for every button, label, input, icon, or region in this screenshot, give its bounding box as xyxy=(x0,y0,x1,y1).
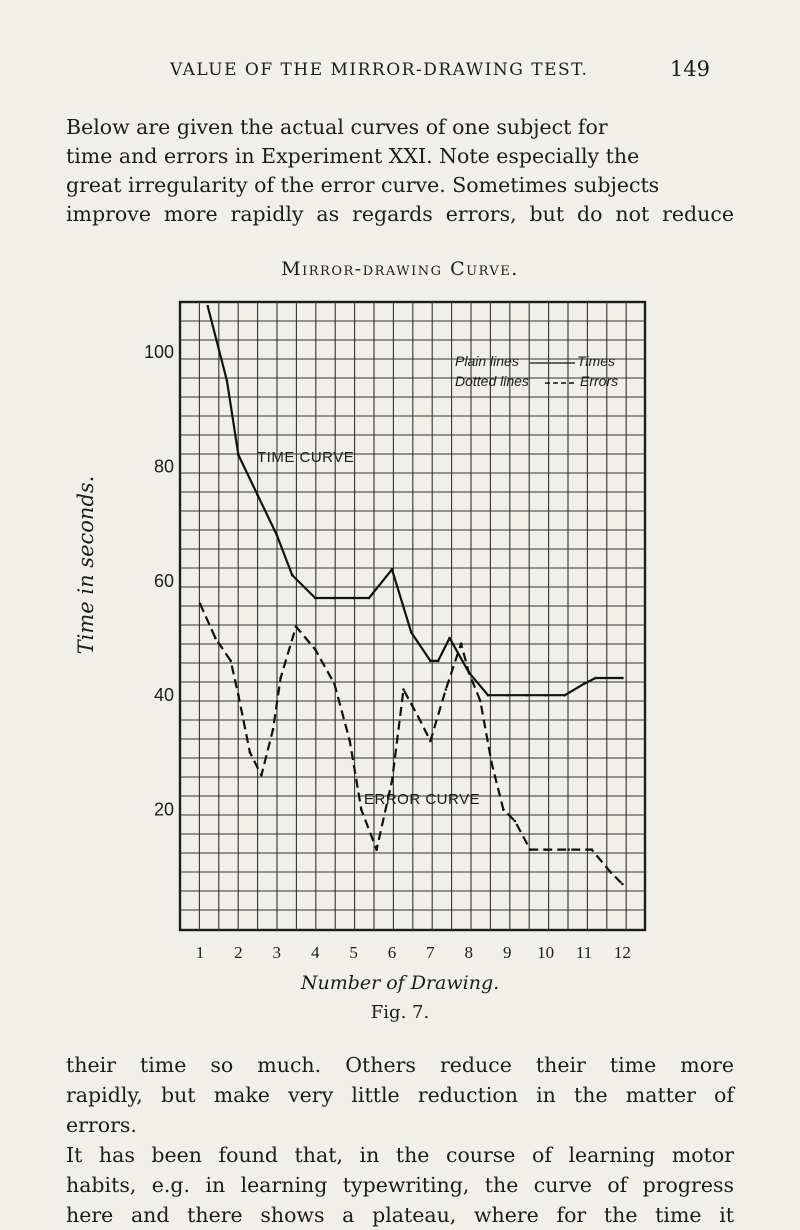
time-curve-point xyxy=(333,597,336,600)
error-curve-point xyxy=(610,871,613,874)
x-tick-label: 3 xyxy=(272,943,282,962)
time-curve-point xyxy=(525,694,528,697)
error-curve-point xyxy=(272,728,275,731)
error-curve-point xyxy=(460,642,463,645)
y-tick-label: 60 xyxy=(153,570,174,591)
x-tick-label: 9 xyxy=(502,943,512,962)
error-curve-point xyxy=(237,694,240,697)
time-curve-line xyxy=(208,306,623,695)
error-curve-point xyxy=(375,848,378,851)
error-curve-point xyxy=(260,774,263,777)
y-tick-label: 20 xyxy=(153,799,174,820)
y-tick-label: 40 xyxy=(153,685,174,706)
time-curve-point xyxy=(448,637,451,640)
error-curve-point xyxy=(333,683,336,686)
time-curve-annotation: TIME CURVE xyxy=(257,449,355,466)
legend-plain-meaning: Times xyxy=(577,353,615,369)
paragraph-line: great irregularity of the error curve. Sometimes subjects xyxy=(66,173,660,197)
running-title: VALUE OF THE MIRROR-DRAWING TEST. xyxy=(170,60,589,80)
time-curve-point xyxy=(437,660,440,663)
time-curve-point xyxy=(352,597,355,600)
paragraph-line: here and there shows a plateau, where for the time it xyxy=(66,1203,734,1227)
x-tick-label: 12 xyxy=(613,943,631,962)
time-curve-point xyxy=(256,494,259,497)
time-curve-point xyxy=(206,305,209,308)
time-curve-point xyxy=(314,597,317,600)
x-tick-label: 10 xyxy=(537,943,555,962)
x-axis-label: Number of Drawing. xyxy=(300,972,500,994)
error-curve-point xyxy=(468,671,471,674)
paragraph-bottom xyxy=(66,1050,734,1230)
error-curve-point xyxy=(229,660,232,663)
time-curve-point xyxy=(429,660,432,663)
error-curve-point xyxy=(360,808,363,811)
error-curve-point xyxy=(279,677,282,680)
y-axis-label: Time in seconds. xyxy=(74,475,98,655)
time-curve-point xyxy=(391,568,394,571)
error-curve-annotation: ERROR CURVE xyxy=(364,791,481,808)
x-tick-label: 8 xyxy=(464,943,474,962)
time-curve-point xyxy=(291,574,294,577)
error-curve-line xyxy=(200,604,622,884)
x-tick-label: 4 xyxy=(310,943,320,962)
error-curve-point xyxy=(249,751,252,754)
time-curve-point xyxy=(621,677,624,680)
legend-dotted-label: Dotted lines xyxy=(455,373,529,389)
error-curve-point xyxy=(502,808,505,811)
error-curve-point xyxy=(514,820,517,823)
time-curve-point xyxy=(237,454,240,457)
time-curve-point xyxy=(368,597,371,600)
figure-caption: Fig. 7. xyxy=(370,1002,430,1023)
x-tick-label: 6 xyxy=(387,943,397,962)
error-curve-point xyxy=(567,848,570,851)
error-curve-point xyxy=(402,688,405,691)
error-curve-point xyxy=(491,763,494,766)
paragraph-line: rapidly, but make very little reduction in the matter of xyxy=(66,1083,734,1107)
time-curve-point xyxy=(487,694,490,697)
page-number: 149 xyxy=(669,57,710,81)
time-curve-point xyxy=(226,379,229,382)
paragraph-line: It has been found that, in the course of learning motor xyxy=(66,1143,734,1167)
x-tick-label: 2 xyxy=(234,943,243,962)
paragraph-line: improve more rapidly as regards errors, but do not reduce xyxy=(66,202,734,226)
error-curve-point xyxy=(418,717,421,720)
time-curve-point xyxy=(276,534,279,537)
time-curve-point xyxy=(594,677,597,680)
error-curve-point xyxy=(349,740,352,743)
legend-dotted-meaning: Errors xyxy=(580,373,619,389)
y-tick-label: 80 xyxy=(153,456,174,477)
error-curve-point xyxy=(544,848,547,851)
error-curve-point xyxy=(590,848,593,851)
x-tick-label: 5 xyxy=(349,943,358,962)
error-curve-point xyxy=(429,740,432,743)
x-tick-label: 1 xyxy=(195,943,205,962)
error-curve-point xyxy=(529,848,532,851)
legend-plain-label: Plain lines xyxy=(455,353,519,369)
y-tick-label: 100 xyxy=(143,342,174,362)
figure-title: Mirror-drawing Curve. xyxy=(281,258,519,280)
paragraph-line: their time so much. Others reduce their time more xyxy=(66,1053,734,1077)
error-curve-point xyxy=(199,602,202,605)
time-curve-point xyxy=(583,683,586,686)
error-curve-point xyxy=(391,780,394,783)
time-curve-point xyxy=(544,694,547,697)
x-tick-label: 11 xyxy=(575,943,593,962)
error-curve-point xyxy=(214,637,217,640)
paragraph-line: time and errors in Experiment XXI. Note especially the xyxy=(66,144,640,168)
time-curve-point xyxy=(506,694,509,697)
error-curve-point xyxy=(445,688,448,691)
error-curve-point xyxy=(314,648,317,651)
paragraph-line: habits, e.g. in learning typewriting, the curve of progress xyxy=(66,1173,734,1197)
error-curve-point xyxy=(295,625,298,628)
error-curve-point xyxy=(479,700,482,703)
time-curve-point xyxy=(410,631,413,634)
x-tick-label: 7 xyxy=(426,943,435,962)
paragraph-line: Below are given the actual curves of one subject for xyxy=(66,115,608,139)
paragraph-line: errors. xyxy=(66,1113,137,1137)
time-curve-point xyxy=(564,694,567,697)
error-curve-point xyxy=(621,883,624,886)
